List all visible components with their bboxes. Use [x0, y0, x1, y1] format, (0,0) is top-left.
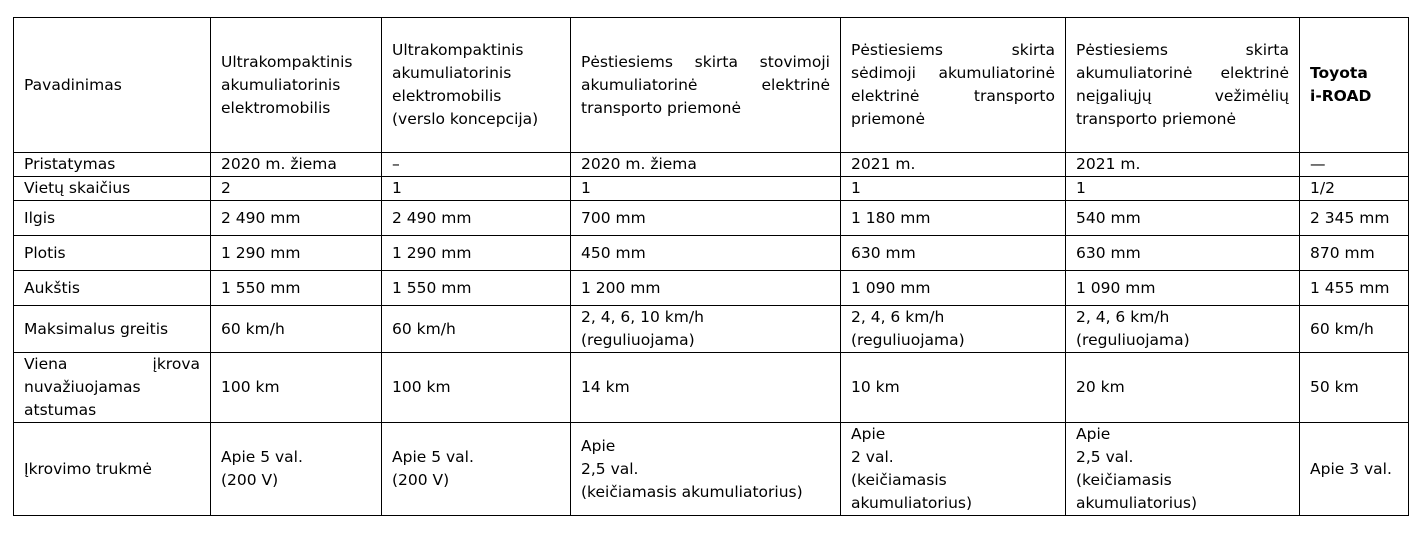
table-cell	[1066, 306, 1300, 353]
table-row	[14, 201, 1409, 236]
cell-line: (reguliuojama)	[581, 331, 695, 349]
cell-line: 1	[581, 179, 591, 197]
header-line: Pėstiesiems skirta	[851, 41, 1055, 59]
cell-line: 50 km	[1310, 378, 1359, 396]
cell-line: 2020 m. žiema	[581, 155, 697, 173]
cell-line: 1	[1076, 179, 1086, 197]
table-cell	[382, 353, 571, 423]
cell-line: 2021 m.	[851, 155, 916, 173]
table-cell	[211, 423, 382, 516]
header-line: neįgaliųjų vežimėlių	[1076, 87, 1289, 105]
table-row	[14, 423, 1409, 516]
header-line: Ultrakompaktinis	[392, 41, 524, 59]
cell-line: Plotis	[24, 243, 66, 262]
cell-line: Pristatymas	[24, 155, 116, 173]
table-cell	[211, 153, 382, 177]
table-cell	[841, 271, 1066, 306]
table-cell	[571, 423, 841, 516]
table-cell	[382, 236, 571, 271]
cell-line: (keičiamasis akumuliatorius)	[581, 482, 803, 501]
table-cell	[1300, 423, 1409, 516]
table-cell	[571, 306, 841, 353]
table-cell	[841, 353, 1066, 423]
cell-line: akumuliatorius)	[1076, 494, 1198, 512]
cell-line: 60 km/h	[221, 319, 285, 338]
row-label-cell	[14, 201, 211, 236]
cell-line: 100 km	[392, 378, 451, 396]
cell-line: 1 090 mm	[1076, 278, 1156, 297]
table-cell	[571, 201, 841, 236]
table-cell	[1300, 201, 1409, 236]
table-cell	[1300, 306, 1409, 353]
table-cell	[382, 306, 571, 353]
cell-line: Ilgis	[24, 208, 56, 227]
row-label-cell	[14, 236, 211, 271]
cell-line: 1 200 mm	[581, 278, 661, 297]
cell-line: (reguliuojama)	[1076, 331, 1190, 349]
header-line: (verslo koncepcija)	[392, 110, 539, 128]
cell-line: 2020 m. žiema	[221, 155, 337, 173]
table-cell	[841, 306, 1066, 353]
table-cell	[841, 201, 1066, 236]
cell-line: 2, 4, 6 km/h	[1076, 308, 1170, 326]
table-cell	[1066, 353, 1300, 423]
cell-line: 630 mm	[1076, 243, 1141, 262]
cell-line: 2 490 mm	[392, 208, 472, 227]
table-cell	[1066, 423, 1300, 516]
header-line: transporto priemonė	[1076, 110, 1237, 128]
cell-line: 1 090 mm	[851, 278, 931, 297]
table-row	[14, 236, 1409, 271]
table-row	[14, 153, 1409, 177]
header-line: transporto priemonė	[581, 98, 742, 117]
cell-line: 14 km	[581, 378, 630, 396]
spec-table	[13, 17, 1409, 516]
cell-line: 1	[851, 179, 861, 197]
table-cell	[1300, 271, 1409, 306]
cell-line: 700 mm	[581, 208, 646, 227]
row-label-cell	[14, 153, 211, 177]
table-cell	[211, 177, 382, 201]
cell-line: 2,5 val.	[1076, 448, 1134, 466]
cell-line: 630 mm	[851, 243, 916, 262]
table-cell	[1066, 236, 1300, 271]
table-cell	[1300, 177, 1409, 201]
cell-line: Apie	[1076, 425, 1111, 443]
cell-line: 60 km/h	[1310, 319, 1374, 338]
header-line: akumuliatorinis	[221, 75, 341, 94]
table-cell	[382, 271, 571, 306]
header-label-cell: Pavadinimas	[14, 18, 211, 153]
table-cell	[382, 201, 571, 236]
table-cell	[571, 271, 841, 306]
table-cell	[571, 353, 841, 423]
cell-line: —	[1310, 155, 1326, 173]
cell-line: (reguliuojama)	[851, 331, 965, 349]
cell-line: nuvažiuojamas	[24, 378, 141, 396]
table-cell	[1066, 201, 1300, 236]
row-label-cell	[14, 423, 211, 516]
cell-line: Apie 3 val.	[1310, 459, 1392, 478]
cell-line: Apie	[851, 425, 886, 443]
table-cell	[1300, 236, 1409, 271]
table-cell	[841, 153, 1066, 177]
cell-line: Įkrovimo trukmė	[24, 459, 152, 478]
cell-line: akumuliatorius)	[851, 494, 973, 512]
cell-line: 10 km	[851, 378, 900, 396]
header-line: elektrinė transporto	[851, 87, 1055, 105]
header-line: elektromobilis	[221, 98, 331, 117]
row-label-cell	[14, 177, 211, 201]
header-line: priemonė	[851, 110, 925, 128]
table-cell	[841, 423, 1066, 516]
cell-line: 1 180 mm	[851, 208, 931, 227]
table-cell	[382, 177, 571, 201]
cell-line: (keičiamasis	[851, 471, 947, 489]
header-line: elektromobilis	[392, 87, 502, 105]
cell-line: 2 490 mm	[221, 208, 301, 227]
cell-line: 2, 4, 6 km/h	[851, 308, 945, 326]
cell-line: Apie 5 val.	[392, 448, 474, 466]
table-cell	[1066, 271, 1300, 306]
header-line: Ultrakompaktinis	[221, 52, 353, 71]
cell-line: 1	[392, 179, 402, 197]
cell-line: 1/2	[1310, 179, 1335, 197]
table-cell	[211, 236, 382, 271]
table-cell	[841, 236, 1066, 271]
cell-line: 540 mm	[1076, 208, 1141, 227]
cell-line: –	[392, 155, 400, 173]
cell-line: 2 val.	[851, 448, 894, 466]
table-cell	[571, 236, 841, 271]
table-cell	[211, 271, 382, 306]
header-cell	[1300, 18, 1409, 153]
row-label-cell	[14, 271, 211, 306]
cell-line: Maksimalus greitis	[24, 319, 169, 338]
cell-line: 20 km	[1076, 378, 1125, 396]
table-cell	[1300, 153, 1409, 177]
table-header-row	[14, 18, 1409, 153]
header-cell	[382, 18, 571, 153]
cell-line: 450 mm	[581, 243, 646, 262]
header-line: Pėstiesiems skirta stovimoji	[581, 52, 830, 71]
cell-line: (200 V)	[392, 471, 450, 489]
header-line: akumuliatorinė elektrinė	[1076, 64, 1289, 82]
cell-line: Viena įkrova	[24, 355, 200, 373]
cell-line: Vietų skaičius	[24, 179, 131, 197]
header-line: i-ROAD	[1310, 87, 1372, 105]
header-line: sėdimoji akumuliatorinė	[851, 64, 1055, 82]
table-cell	[1066, 153, 1300, 177]
header-cell	[841, 18, 1066, 153]
cell-line: (keičiamasis	[1076, 471, 1172, 489]
table-row	[14, 306, 1409, 353]
cell-line: 2021 m.	[1076, 155, 1141, 173]
cell-line: atstumas	[24, 401, 97, 419]
cell-line: 1 455 mm	[1310, 278, 1390, 297]
cell-line: 1 290 mm	[221, 243, 301, 262]
header-line: akumuliatorinis	[392, 64, 512, 82]
cell-line: (200 V)	[221, 471, 279, 489]
cell-line: 2, 4, 6, 10 km/h	[581, 308, 704, 326]
cell-line: 1 550 mm	[392, 278, 472, 297]
header-cell	[571, 18, 841, 153]
header-line: Pėstiesiems skirta	[1076, 41, 1289, 59]
table-body	[14, 153, 1409, 516]
table-cell	[1300, 353, 1409, 423]
cell-line: 100 km	[221, 378, 280, 396]
cell-line: 2	[221, 179, 231, 197]
table-cell	[841, 177, 1066, 201]
table-row	[14, 353, 1409, 423]
cell-line: 2 345 mm	[1310, 208, 1390, 227]
header-cell	[1066, 18, 1300, 153]
table-cell	[382, 153, 571, 177]
row-label-cell	[14, 306, 211, 353]
table-cell	[571, 153, 841, 177]
header-line: Toyota	[1310, 64, 1368, 82]
table-cell	[211, 306, 382, 353]
cell-line: Apie	[581, 436, 616, 455]
table-cell	[211, 353, 382, 423]
table-cell	[211, 201, 382, 236]
table-row	[14, 271, 1409, 306]
table-cell	[1066, 177, 1300, 201]
row-label-cell	[14, 353, 211, 423]
table-cell	[571, 177, 841, 201]
table-row	[14, 177, 1409, 201]
cell-line: 870 mm	[1310, 243, 1375, 262]
cell-line: Apie 5 val.	[221, 448, 303, 466]
cell-line: Aukštis	[24, 278, 80, 297]
cell-line: 2,5 val.	[581, 459, 639, 478]
header-cell	[211, 18, 382, 153]
cell-line: 1 290 mm	[392, 243, 472, 262]
table-cell	[382, 423, 571, 516]
header-line: akumuliatorinė elektrinė	[581, 75, 830, 94]
cell-line: 1 550 mm	[221, 278, 301, 297]
cell-line: 60 km/h	[392, 319, 456, 338]
